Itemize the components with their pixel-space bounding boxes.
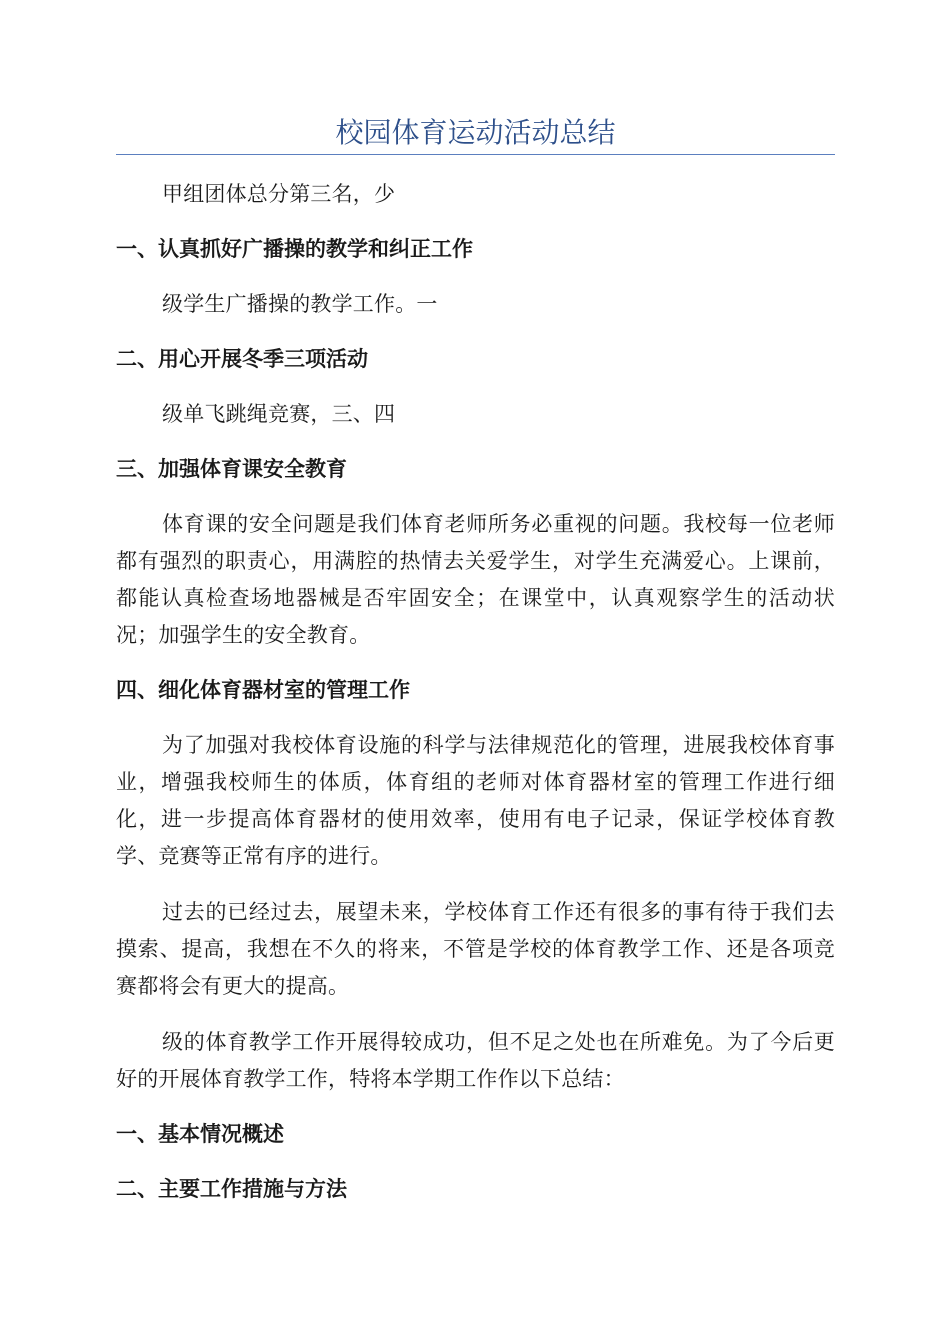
section-heading-6: 二、主要工作措施与方法	[116, 1177, 347, 1201]
section-heading-2: 二、用心开展冬季三项活动	[116, 347, 368, 371]
paragraph-2: 级学生广播操的教学工作。一	[162, 292, 438, 316]
paragraph-4: 体育课的安全问题是我们体育老师所务必重视的问题。我校每一位老师都有强烈的职责心，用满腔的热情去关爱学生，对学生充满爱心。上课前，都能认真检查场地器械是否牢固安全；在课堂中，认真观察学生的活动状况；加强学生的安全教育。	[116, 512, 835, 647]
paragraph-5: 为了加强对我校体育设施的科学与法律规范化的管理，进展我校体育事业，增强我校师生的体质，体育组的老师对体育器材室的管理工作进行细化，进一步提高体育器材的使用效率，使用有电子记录，保证学校体育教学、竞赛等正常有序的进行。	[116, 733, 835, 868]
paragraph-1: 甲组团体总分第三名，少	[162, 182, 396, 206]
section-heading-1: 一、认真抓好广播操的教学和纠正工作	[116, 237, 473, 261]
paragraph-3: 级单飞跳绳竞赛，三、四	[162, 402, 396, 426]
paragraph-6: 过去的已经过去，展望未来，学校体育工作还有很多的事有待于我们去摸索、提高，我想在不久的将来，不管是学校的体育教学工作、还是各项竞赛都将会有更大的提高。	[116, 900, 835, 998]
paragraph-7: 级的体育教学工作开展得较成功，但不足之处也在所难免。为了今后更好的开展体育教学工作，特将本学期工作作以下总结：	[116, 1030, 835, 1091]
section-heading-3: 三、加强体育课安全教育	[116, 457, 347, 481]
title-underline	[116, 154, 835, 155]
section-heading-5: 一、基本情况概述	[116, 1122, 284, 1146]
section-heading-4: 四、细化体育器材室的管理工作	[116, 678, 410, 702]
document-body	[116, 176, 835, 1208]
document-title: 校园体育运动活动总结	[335, 116, 616, 149]
